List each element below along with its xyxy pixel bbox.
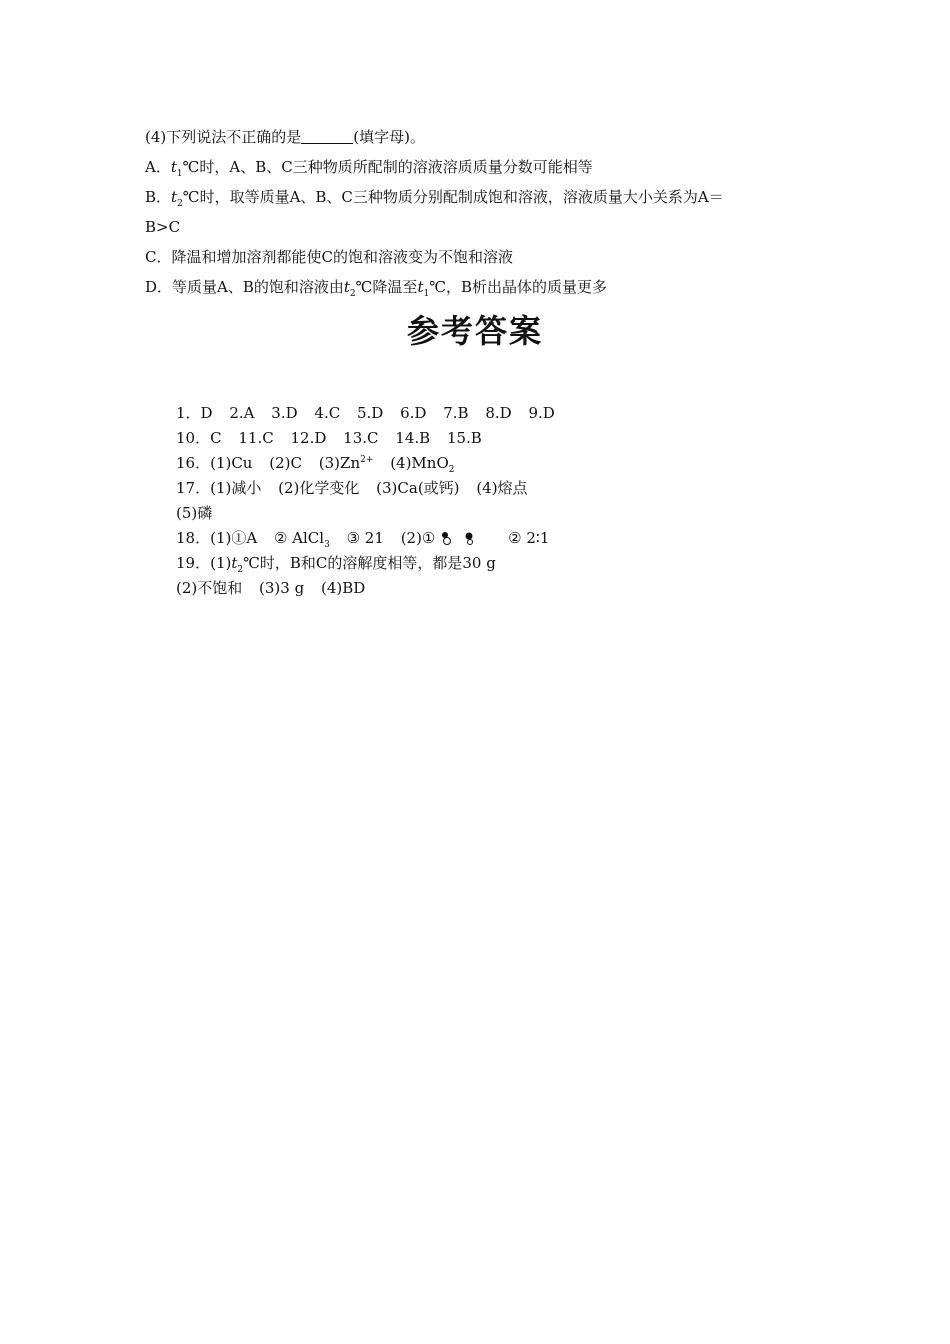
- ion-charge: 2+: [360, 455, 374, 465]
- option-b-label: B．: [145, 188, 172, 206]
- answer-item: 3.D: [271, 404, 298, 422]
- molecule-diagram-icon: [439, 530, 487, 548]
- answer-item: 10．C: [176, 429, 222, 447]
- answer-item: 19．(1): [176, 554, 232, 572]
- stem-suffix: (填字母)。: [353, 128, 425, 146]
- temp-symbol: t: [170, 158, 177, 176]
- temp-subscript: 2: [349, 289, 356, 299]
- answer-item: 16．(1)Cu: [176, 454, 253, 472]
- answer-item: 18．(1)①A: [176, 529, 258, 547]
- answer-item: 12.D: [290, 429, 327, 447]
- option-d: [145, 272, 815, 302]
- answer-item: (4)BD: [320, 579, 366, 597]
- temp-subscript: 2: [177, 199, 183, 209]
- temp-symbol: t: [417, 278, 424, 296]
- answer-line-5: (5)磷: [176, 504, 213, 522]
- answer-key: [176, 401, 555, 601]
- answer-item: 1．D: [176, 404, 213, 422]
- answer-item: 17．(1)减小: [176, 479, 262, 497]
- temp-subscript: 1: [423, 289, 430, 299]
- answer-item: (2)C: [269, 454, 302, 472]
- option-d-mid: ℃降温至: [355, 278, 418, 296]
- answer-item: (3)Zn: [318, 454, 361, 472]
- answer-item: 6.D: [400, 404, 427, 422]
- answer-item: 7.B: [443, 404, 469, 422]
- answer-item: ② AlCl: [273, 529, 325, 547]
- answer-item: (4)MnO: [390, 454, 449, 472]
- temp-symbol: t: [231, 554, 238, 572]
- answer-line-6: [176, 526, 555, 551]
- answer-line-3: [176, 451, 555, 476]
- option-b: [145, 182, 815, 212]
- answer-line-2: [176, 426, 555, 451]
- answer-item: 13.C: [343, 429, 379, 447]
- answer-blank: [301, 129, 353, 144]
- answer-item: 9.D: [528, 404, 555, 422]
- temp-subscript: 1: [176, 169, 183, 179]
- temp-subscript: 2: [237, 565, 244, 575]
- answer-item: (2)①: [400, 529, 436, 547]
- answer-line-4: [176, 476, 555, 501]
- answer-item: 14.B: [395, 429, 431, 447]
- option-a-text: ℃时，A、B、C三种物质所配制的溶液溶质质量分数可能相等: [182, 158, 593, 176]
- option-d-label: D．等质量A、B的饱和溶液由: [145, 278, 344, 296]
- stem-prefix: (4)下列说法不正确的是: [145, 128, 302, 146]
- option-a: [145, 152, 815, 182]
- question-4-stem: [145, 122, 815, 152]
- answer-item: 11.C: [238, 429, 274, 447]
- answer-item: ℃时，B和C的溶解度相等，都是30 g: [243, 554, 496, 572]
- answer-item: 4.C: [314, 404, 341, 422]
- answer-item: (3)3 g: [259, 579, 305, 597]
- answer-item: (2)不饱和: [176, 579, 243, 597]
- answer-item: 15.B: [446, 429, 482, 447]
- answer-item: 8.D: [485, 404, 512, 422]
- answer-line-1: [176, 401, 555, 426]
- answer-item: 2.A: [229, 404, 255, 422]
- answer-item: (2)化学变化: [278, 479, 360, 497]
- answers-title: 参考答案: [406, 312, 543, 350]
- option-b-continued: B>C: [145, 218, 181, 236]
- option-a-label: A．: [145, 158, 171, 176]
- answer-item: (3)Ca(或钙): [376, 479, 460, 497]
- option-b-text: ℃时，取等质量A、B、C三种物质分别配制成饱和溶液，溶液质量大小关系为A＝: [182, 188, 724, 206]
- formula-subscript: 3: [324, 540, 330, 550]
- answer-item: 5.D: [357, 404, 384, 422]
- answer-item: ② 2∶1: [508, 529, 550, 547]
- answer-line-7: [176, 551, 555, 576]
- option-d-end: ℃，B析出晶体的质量更多: [429, 278, 608, 296]
- formula-subscript: 2: [448, 465, 455, 475]
- temp-symbol: t: [343, 278, 350, 296]
- option-c: C．降温和增加溶剂都能使C的饱和溶液变为不饱和溶液: [145, 248, 513, 266]
- answer-item: (4)熔点: [476, 479, 528, 497]
- answer-item: ③ 21: [346, 529, 384, 547]
- answer-line-8: [176, 576, 555, 601]
- temp-symbol: t: [171, 188, 178, 206]
- question-4: [145, 122, 815, 302]
